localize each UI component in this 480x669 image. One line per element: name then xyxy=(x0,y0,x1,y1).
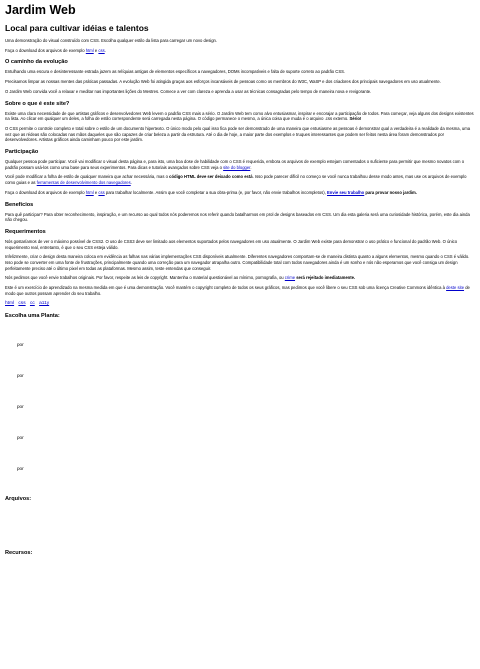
benefits-paragraph: Para quê participar? Para obter reconhecimento, inspiração, e um recurso ao qual todos nós poderemos nos referir quando batalharmos em prol de designs baseados em CSS. Um dia esta galeria será uma curiosidade histórica, porém, este dia ainda não chegou. xyxy=(5,211,470,223)
footer-links xyxy=(5,301,475,306)
design-list-item[interactable]: por xyxy=(17,403,24,409)
evolution-heading: O caminho da evolução xyxy=(5,59,68,66)
participation-heading: Participação xyxy=(5,149,39,156)
download-html-link[interactable]: html xyxy=(85,47,94,53)
evolution-section xyxy=(5,58,475,94)
submit-work-link[interactable]: Envie seu trabalho xyxy=(327,189,365,195)
footer-link-a11y[interactable]: a11y xyxy=(39,300,50,306)
footer-link-css[interactable]: css xyxy=(18,300,26,306)
participation-paragraph: Faça o download dos arquivos de exemplo html e css para trabalhar localmente. Assim que você completar a sua obra-prima (e, por favor, não envie trabalhos incompletos), Envie seu trabalho para provar nosso jardim. xyxy=(5,189,417,195)
about-paragraph: Existe uma clara necessidade de que artistas gráficos e desenvolvedores Web levem o padrão CSS mais a sério. O Jardim Web tem como alvo entusiasmar, inspirar e encorajar a participação de todos. Para começar, veja alguns dos designs existentes na lista. Ao clicar em qualquer um deles, a folha de estilo correspondente será carregada nesta página. O código permanece o mesmo, a única coisa que muda é o arquivo .css externo. Sério! xyxy=(5,110,474,122)
download-css-link[interactable]: css xyxy=(98,47,105,53)
summary-download: Faça o download dos arquivos de exemplo html e css. xyxy=(5,47,106,53)
requirements-paragraph: Este é um exercício de aprendizado na mesma medida em que é uma demonstração. Você mantém o copyright completo de todos os seus gráficos, mas pedimos que você libere o seu CSS sob uma licença Creative Commons idêntica à deste site de modo que outros possam aprender do seu trabalho. xyxy=(5,285,470,296)
footer-link-cc[interactable]: cc xyxy=(29,300,35,306)
blogger-site-link[interactable]: site do blogger xyxy=(223,164,251,170)
archives-heading: Arquivos: xyxy=(5,495,32,502)
evolution-paragraph: Precisamos limpar as nossas mentes das práticas passadas. A evolução Web foi atingida graças aos esforços incansáveis de pessoas como os membros do W3C, WaSP e dos criadores dos principais navegadores em uso atualmente. xyxy=(5,79,441,85)
summary-section xyxy=(5,38,475,53)
summary-text: Uma demonstração do visual construído com CSS. Escolha qualquer estilo da lista para carregar um novo design. xyxy=(5,38,218,43)
resources-section xyxy=(5,549,475,557)
participation-css-link[interactable]: css xyxy=(98,189,105,195)
about-heading: Sobre o que é este site? xyxy=(5,100,70,107)
page-header xyxy=(5,3,475,34)
dev-tools-link[interactable]: ferramentas de desenvolvimento dos navegadores xyxy=(36,180,131,186)
site-subtitle: Local para cultivar idéias e talentos xyxy=(5,23,149,33)
design-selection-heading: Escolha uma Planta: xyxy=(5,312,60,319)
design-list-item[interactable]: por xyxy=(17,465,24,471)
requirements-paragraph: Nós gostaríamos de ver o máximo possível de CSS2. O uso de CSS3 deve ser limitado aos elementos suportados pelos navegadores em uso atualmente. O Jardim Web existe para demonstrar o uso prático e funcional do padrão Web. O único requerimento real, entretanto, é que o seu CSS esteja válido. xyxy=(5,238,458,250)
site-license-link[interactable]: deste site xyxy=(446,285,465,291)
design-selection xyxy=(5,312,475,472)
crime-link[interactable]: crime xyxy=(284,275,296,281)
resources-heading: Recursos: xyxy=(5,549,33,556)
participation-paragraph: Qualquer pessoa pode participar. Você vai modificar o visual desta página e, para isto, uma boa dose de habilidade com o CSS é requerida, embora os arquivos de exemplo estejam comentados o suficiente para permitir que mesmo novatos com o padrão possam usá-los como uma base para seus experimentos. Para dicas e tutoriais avançados sobre CSS veja o site do blogger. xyxy=(5,159,465,170)
benefits-section xyxy=(5,201,475,223)
participation-paragraph: Você pode modificar a folha de estilo de qualquer maneira que achar necessária, mas o código HTML deve ser deixado como está. Isso pode parecer difícil no começo se você nunca trabalhou desse modo antes, mas use os arquivos de exemplo como guias e as ferramentas de desenvolvimento dos navegadores. xyxy=(5,174,467,186)
requirements-paragraph: Nós pedimos que você envie trabalhos originais. Por favor, respeite as leis de copyright. Mantenha o material questionável ao mínimo, pornografia, ou crime será rejeitado imediatamente. xyxy=(5,275,356,281)
design-list-item[interactable]: por xyxy=(17,341,24,347)
design-list-item[interactable]: por xyxy=(17,372,24,378)
requirements-heading: Requerimentos xyxy=(5,228,46,235)
evolution-paragraph: O Jardim Web convida você a relaxar e meditar nas importantes lições do Mestres. Comece a ver com clareza e aprenda a usar as técnicas consagradas pelo tempo de maneira nova e revigorante. xyxy=(5,88,372,94)
requirements-paragraph: Infelizmente, criar o design desta maneira coloca em evidência as falhas nas várias implementações CSS disponíveis atualmente. Diferentes navegadores comportam-se de maneira distinta quanto a alguns elementos, mesmo quando o CSS é válido. Isso pode se converter em uma fonte de frustrações, principalmente quando uma correção para um navegador atrapalha outro. Compatibilidade total com todos navegadores ainda é um sonho e nós não esperamos que você consiga um design perfeitamente preciso até o último pixel em todas as plataformas. Mesmo assim, teste entendas que conseguir. xyxy=(5,254,470,271)
about-section xyxy=(5,100,475,144)
footer-link-html[interactable]: html xyxy=(5,300,15,306)
about-paragraph: O CSS permite o controle completo e total sobre o estilo de um documento hipertexto. O único modo pelo qual isso fica pode ser demonstrado de uma maneira que entusiasme as pessoas é demonstrar qual a verdadeira é a realidade da mesma, uma vez que as rédeas são colocadas nas mãos daqueles que são capazes de criar beleza a partir da estrutura. Até o dia de hoje, a maior parte dos exemplos e truques interessantes que podem ser feitos nesta área foram demonstrados por desenvolvedores. Artistas gráficos ainda caminham pouco por este jardim. xyxy=(5,125,471,143)
design-list-item[interactable]: por xyxy=(17,434,24,440)
participation-html-link[interactable]: html xyxy=(85,189,94,195)
requirements-section xyxy=(5,228,475,297)
archives-section xyxy=(5,495,475,503)
site-title: Jardim Web xyxy=(5,3,76,17)
participation-section xyxy=(5,148,475,196)
evolution-paragraph: Entulhando uma escura e desinteressante estrada jazem as relíquias antigas de elementos específicos a navegadores, DOMs incompatíveis e falta de suporte correto ao padrão CSS. xyxy=(5,69,346,75)
benefits-heading: Benefícios xyxy=(5,201,34,208)
